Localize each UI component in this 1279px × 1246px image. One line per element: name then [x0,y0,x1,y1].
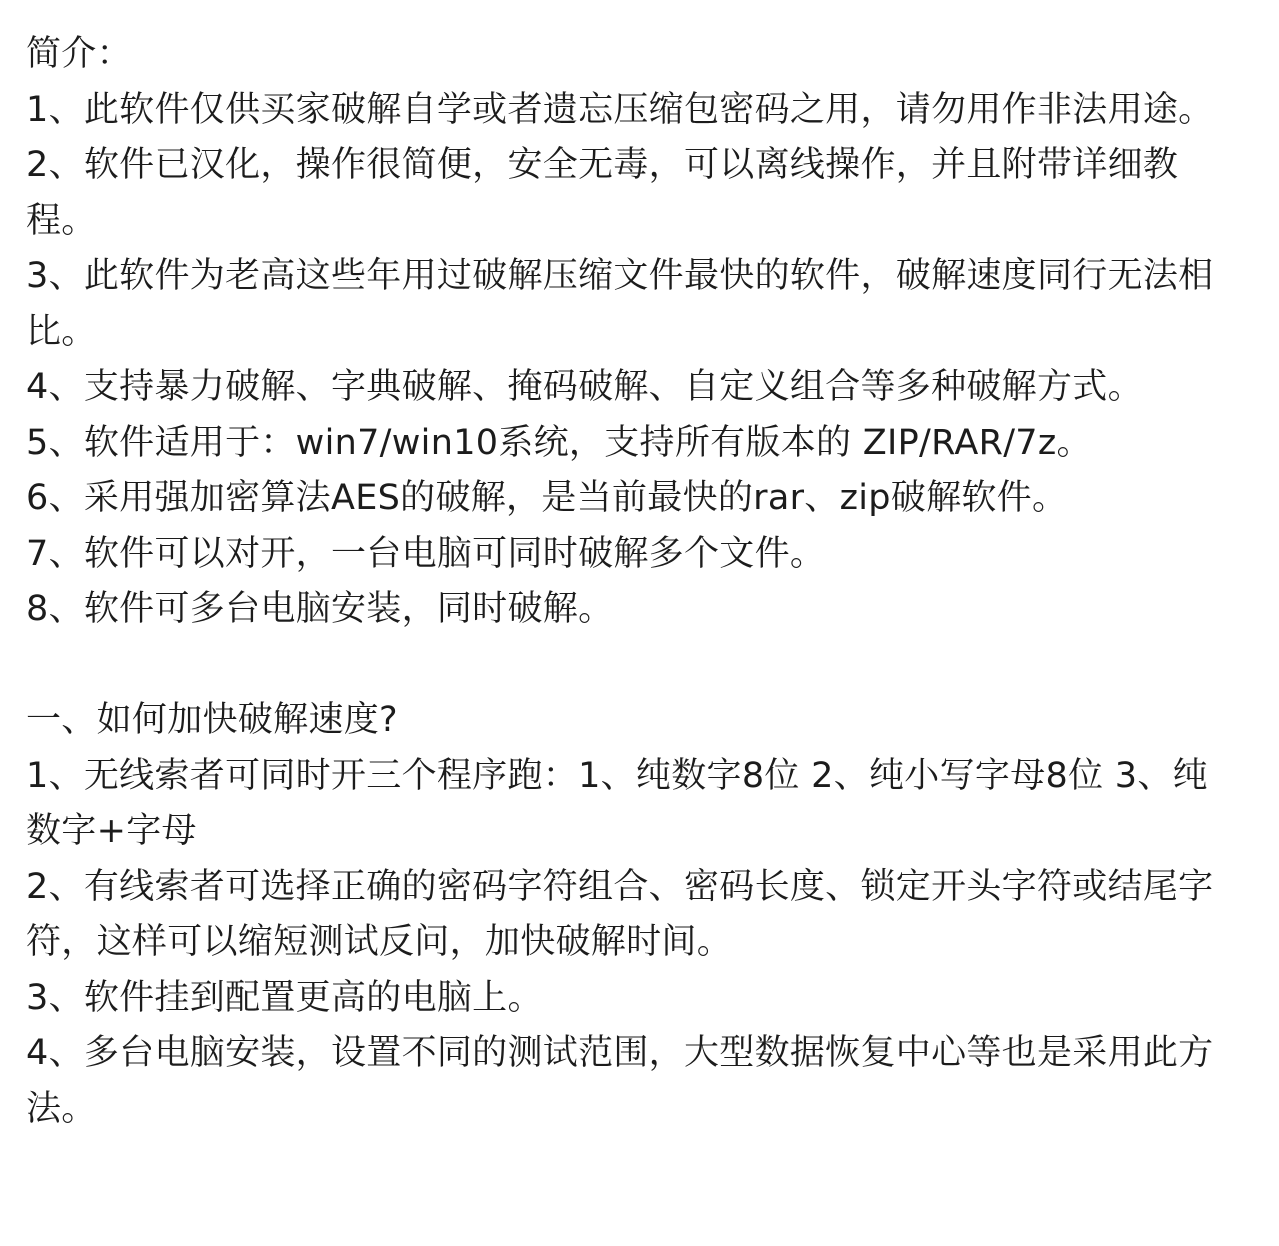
speedup-item-2: 2、有线索者可选择正确的密码字符组合、密码长度、锁定开头字符或结尾字符，这样可以缩短测试反问，加快破解时间。 [26,866,1214,962]
speedup-heading: 一、如何加快破解速度? [26,700,398,740]
section-spacer [26,638,1241,694]
speedup-item-4: 4、多台电脑安装，设置不同的测试范围，大型数据恢复中心等也是采用此方法。 [26,1033,1214,1129]
speedup-item-3: 3、软件挂到配置更高的电脑上。 [26,977,543,1018]
intro-item-5: 5、软件适用于：win7/win10系统，支持所有版本的 ZIP/RAR/7z。 [26,422,1092,463]
intro-item-4: 4、支持暴力破解、字典破解、掩码破解、自定义组合等多种破解方式。 [26,367,1143,407]
intro-item-8: 8、软件可多台电脑安装，同时破解。 [26,589,614,629]
intro-item-3: 3、此软件为老高这些年用过破解压缩文件最快的软件，破解速度同行无法相比。 [26,256,1214,352]
intro-item-2: 2、软件已汉化，操作很简便，安全无毒，可以离线操作，并且附带详细教程。 [26,145,1179,241]
intro-item-1: 1、此软件仅供买家破解自学或者遗忘压缩包密码之用，请勿用作非法用途。 [26,89,1214,130]
speedup-item-1: 1、无线索者可同时开三个程序跑：1、纯数字8位 2、纯小写字母8位 3、纯数字+字母 [26,755,1208,851]
intro-item-6: 6、采用强加密算法AES的破解，是当前最快的rar、zip破解软件。 [26,478,1068,518]
intro-heading: 简介： [26,34,132,74]
intro-item-7: 7、软件可以对开，一台电脑可同时破解多个文件。 [26,533,826,574]
document-body [26,27,1241,1137]
